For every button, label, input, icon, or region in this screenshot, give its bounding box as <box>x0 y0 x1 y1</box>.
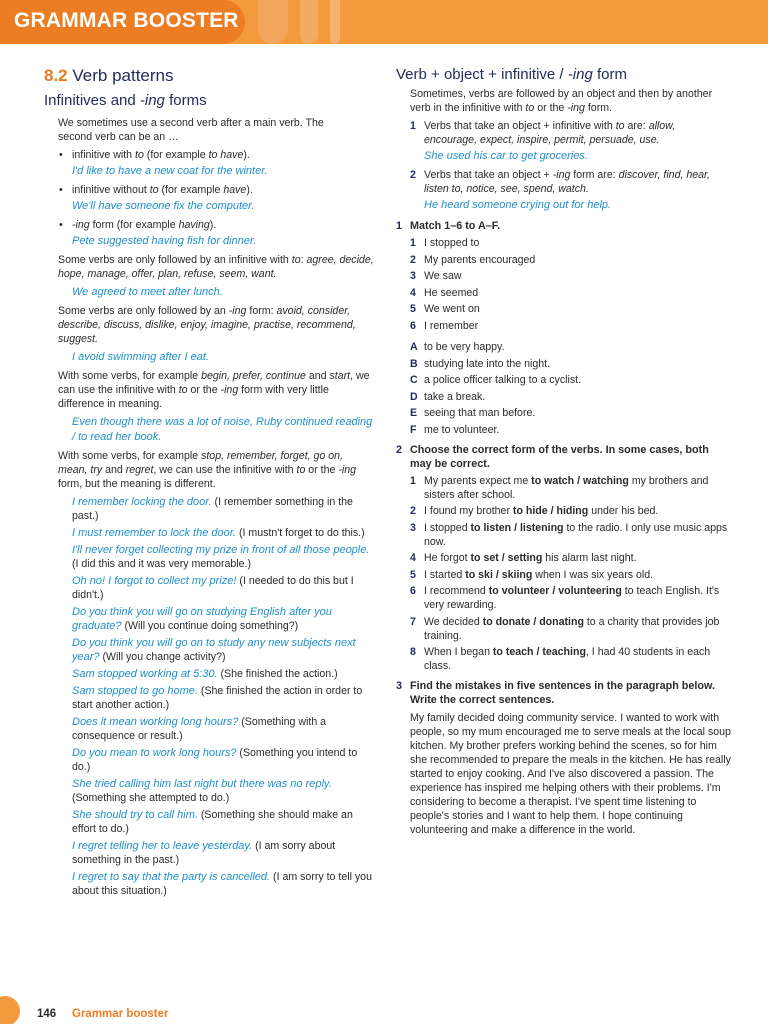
instruction-text: Match 1–6 to A–F. <box>410 220 501 232</box>
exercise-1-instruction <box>396 219 731 233</box>
text: -ing <box>220 384 239 396</box>
banner-decoration <box>258 0 288 44</box>
text: I started <box>424 568 466 581</box>
text: to <box>296 464 306 476</box>
text: when I was six years old. <box>532 568 654 581</box>
text: My parents expect me <box>424 474 532 487</box>
example-pair <box>72 636 374 664</box>
subheading <box>44 92 374 109</box>
text: and <box>305 370 330 382</box>
text: , we can use the infinitive with <box>153 464 297 476</box>
text: : <box>300 254 307 266</box>
paragraph <box>58 369 374 411</box>
text: form with very little difference in meaning. <box>58 384 329 410</box>
example-pair <box>72 543 374 571</box>
item-number: 7 <box>410 615 416 628</box>
item-number: 3 <box>410 521 416 534</box>
exercise-item <box>410 253 731 267</box>
example-sentence: We agreed to meet after lunch. <box>72 286 223 298</box>
text: , I had 40 students in each class. <box>424 646 711 672</box>
meaning-note: (I am sorry about something in the past.) <box>72 840 336 866</box>
text: to a charity that provides job training. <box>424 615 720 642</box>
text: form are: <box>570 169 619 181</box>
text: second verb can be an … <box>58 131 179 143</box>
match-option <box>410 340 731 354</box>
example-sentence: She should try to call him. <box>72 809 198 821</box>
heading-text: Verb + object + infinitive / <box>396 66 568 83</box>
verb-list: regret <box>125 464 154 476</box>
text: to teach English. It's very rewarding. <box>424 585 720 611</box>
item-text: We saw <box>424 270 462 282</box>
example-sentence: I regret telling her to leave yesterday. <box>72 840 253 852</box>
left-column <box>44 66 374 901</box>
choice-options: to listen / listening <box>470 521 564 534</box>
text: -ing <box>228 305 247 317</box>
example-sentence: She tried calling him last night but there was no reply. <box>72 778 332 790</box>
choice-options: to volunteer / volunteering <box>488 585 622 597</box>
instruction-text: Find the mistakes in five sentences in the paragraph below. Write the correct sentences. <box>410 680 715 706</box>
instruction-text: Choose the correct form of the verbs. In some cases, both may be correct. <box>410 443 709 470</box>
text: form (for example <box>89 219 179 231</box>
exercise-item <box>410 236 731 250</box>
option-text: seeing that man before. <box>424 407 536 419</box>
example-pair <box>72 870 374 898</box>
example-pair <box>72 746 374 774</box>
option-letter: D <box>410 390 418 403</box>
text: -ing <box>338 464 356 476</box>
example-sentence: I must remember to lock the door. <box>72 527 237 539</box>
example-sentence: I regret to say that the party is cancelled. <box>72 871 271 883</box>
text: Some verbs are only followed by an <box>58 305 229 317</box>
exercise-item <box>410 584 731 612</box>
subheading-text: Infinitives and <box>44 92 140 109</box>
example-pair <box>72 495 374 523</box>
example-sentence: Even though there was a lot of noise, Ruby continued reading / to read her book. <box>72 416 373 443</box>
meaning-note: (I mustn't forget to do this.) <box>236 527 365 539</box>
exercise-item <box>410 551 731 565</box>
intro-paragraph <box>58 116 374 144</box>
exercise-number: 2 <box>396 443 403 456</box>
footer-decoration <box>0 996 20 1024</box>
example-sentence: I'd like to have a new coat for the winter. <box>72 165 268 177</box>
exercise-item <box>410 286 731 300</box>
option-text: take a break. <box>424 390 486 403</box>
banner-decoration <box>330 0 340 44</box>
option-text: a police officer talking to a cyclist. <box>424 374 582 386</box>
option-letter: A <box>410 341 418 353</box>
text: , we can use the infinitive with <box>58 370 370 396</box>
choice-options: to ski / skiing <box>465 568 533 581</box>
exercise-item <box>410 645 731 673</box>
item-text: He seemed <box>424 286 479 299</box>
item-text: We went on <box>424 303 480 315</box>
heading-text: form <box>592 66 627 83</box>
text: -ing <box>567 102 585 114</box>
meaning-note: (I am sorry to tell you about this situation.) <box>72 871 372 897</box>
verb-list: avoid, consider, describe, discuss, dislike, enjoy, imagine, practise, recommend, suggest. <box>58 305 356 345</box>
text: ). <box>243 149 250 161</box>
example-sentence: Pete suggested having fish for dinner. <box>72 235 257 247</box>
example-sentence: I remember locking the door. <box>72 496 212 508</box>
meaning-note: (I needed to do this but I didn't.) <box>72 575 354 601</box>
meaning-note: (Will you change activity?) <box>99 651 226 663</box>
rule-item <box>410 119 731 147</box>
meaning-note: (She finished the action.) <box>217 668 338 680</box>
text: infinitive without <box>72 184 150 196</box>
text: or the <box>534 102 568 114</box>
option-text: studying late into the night. <box>424 357 551 370</box>
verb-list: discover, find, hear, listen to, notice, see, spend, watch. <box>424 169 710 195</box>
item-text: I remember <box>424 319 479 332</box>
example-sentence: Oh no! I forgot to collect my prize! <box>72 575 237 587</box>
text: Verbs that take an object + <box>424 169 553 181</box>
text: form. <box>584 102 612 114</box>
example-pair <box>72 777 374 805</box>
verb-list: begin, prefer, continue <box>201 370 306 382</box>
choice-options: to watch / watching <box>531 474 629 487</box>
footer-label: Grammar booster <box>72 1008 169 1020</box>
text: Verbs that take an object + infinitive with <box>424 120 616 132</box>
item-number: 5 <box>410 303 416 315</box>
match-option <box>410 357 731 371</box>
section-title: Verb patterns <box>72 66 174 85</box>
text: We decided <box>424 615 483 628</box>
text: ). <box>209 219 217 231</box>
verb-list: agree, decide, hope, manage, offer, plan, refuse, seem, want. <box>58 254 374 280</box>
text: With some verbs, for example <box>58 370 202 382</box>
intro-paragraph <box>410 87 731 115</box>
meaning-note: (Something you intend to do.) <box>72 747 358 773</box>
exercise-item <box>410 319 731 333</box>
example-pair <box>72 808 374 836</box>
example-sentence: Sam stopped to go home. <box>72 685 198 697</box>
text: -ing <box>552 169 571 181</box>
banner-decoration <box>300 0 318 44</box>
text: to <box>291 254 301 266</box>
item-number: 2 <box>410 169 416 181</box>
match-option <box>410 373 731 387</box>
exercise-item <box>410 269 731 283</box>
verb-list: start <box>329 370 351 382</box>
paragraph <box>58 449 374 491</box>
text: Some verbs are only followed by an infinitive with <box>58 254 292 266</box>
item-text: I stopped to <box>424 237 480 249</box>
subheading-text: forms <box>164 92 207 109</box>
bullet-item <box>72 148 374 162</box>
example-pair <box>72 684 374 712</box>
meaning-note: (I remember something in the past.) <box>72 496 353 522</box>
exercise-2-instruction <box>396 443 731 471</box>
item-number: 3 <box>410 270 416 282</box>
choice-options: to set / setting <box>470 552 543 564</box>
text: to have <box>208 149 244 161</box>
subheading-ing: -ing <box>139 92 165 109</box>
example-pair <box>72 526 374 540</box>
text: (for example <box>143 149 209 161</box>
heading-ing: -ing <box>567 66 593 83</box>
meaning-note: (She finished the action in order to start another action.) <box>72 685 363 711</box>
text: to <box>149 184 159 196</box>
example-sentence: Do you mean to work long hours? <box>72 747 237 759</box>
example-sentence: We'll have someone fix the computer. <box>72 200 255 212</box>
item-number: 4 <box>410 286 416 299</box>
text: -ing <box>72 219 90 231</box>
example-sentence: She used his car to get groceries. <box>424 150 588 162</box>
text: (for example <box>158 184 224 196</box>
exercise-item <box>410 615 731 643</box>
item-number: 8 <box>410 646 416 658</box>
text: to <box>178 384 188 396</box>
item-text: My parents encouraged <box>424 253 536 266</box>
text: He forgot <box>424 552 471 564</box>
text: or the <box>305 464 339 476</box>
item-number: 2 <box>410 505 416 517</box>
choice-options: to donate / donating <box>482 615 584 628</box>
verb-list: stop, remember, forget, go on, mean, try <box>58 450 343 476</box>
exercise-number: 3 <box>396 680 403 692</box>
match-option <box>410 390 731 404</box>
text: or the <box>187 384 221 396</box>
item-number: 2 <box>410 253 416 266</box>
text: We sometimes use a second verb after a main verb. The <box>58 117 324 129</box>
option-letter: F <box>410 423 417 436</box>
example-sentence: Do you think you will go on to study any new subjects next year? <box>72 637 356 663</box>
meaning-note: (Will you continue doing something?) <box>121 620 299 632</box>
text: With some verbs, for example <box>58 450 202 462</box>
bullet-item <box>72 218 374 232</box>
choice-options: to hide / hiding <box>512 505 589 517</box>
paragraph <box>58 253 374 281</box>
example-sentence: He heard someone crying out for help. <box>424 199 612 211</box>
meaning-note: (Something with a consequence or result.) <box>72 716 327 742</box>
text: having <box>178 219 210 231</box>
example-sentence: I avoid swimming after I eat. <box>72 351 209 363</box>
exercise-number: 1 <box>396 220 403 232</box>
example-sentence: Do you think you will go on studying English after you graduate? <box>72 606 332 632</box>
match-option <box>410 423 731 437</box>
bullet-item <box>72 183 374 197</box>
section-number: 8.2 <box>44 66 68 85</box>
example-pair <box>72 839 374 867</box>
right-column <box>396 66 731 837</box>
example-pair <box>72 605 374 633</box>
option-text: me to volunteer. <box>424 423 500 436</box>
choice-options: to teach / teaching <box>492 646 586 658</box>
text: form: <box>246 305 277 317</box>
exercise-item <box>410 474 731 502</box>
example-pair <box>72 574 374 602</box>
item-number: 1 <box>410 120 416 132</box>
text: to <box>135 149 144 161</box>
text: are: <box>624 120 649 132</box>
text: to the radio. I only use music apps now. <box>424 521 728 548</box>
page-number: 146 <box>37 1008 57 1020</box>
text: have <box>223 184 247 196</box>
text: under his bed. <box>588 505 659 517</box>
right-heading <box>396 66 731 83</box>
option-text: to be very happy. <box>424 341 505 353</box>
banner-tab <box>0 0 245 44</box>
match-option <box>410 406 731 420</box>
meaning-note: (Something she attempted to do.) <box>72 792 230 804</box>
option-letter: E <box>410 407 418 419</box>
example-sentence: Sam stopped working at 5:30. <box>72 668 218 680</box>
text: Sometimes, verbs are followed by an object and then by another verb in the infinitive with <box>410 88 713 114</box>
verb-list: allow, encourage, expect, inspire, permit, persuade, use. <box>424 120 676 146</box>
exercise-item <box>410 504 731 518</box>
text: form, but the meaning is different. <box>58 478 216 490</box>
banner-title: GRAMMAR BOOSTER <box>14 9 239 32</box>
example-pair <box>72 715 374 743</box>
exercise-3-instruction <box>396 679 731 707</box>
exercise-item <box>410 521 731 549</box>
item-number: 4 <box>410 552 416 564</box>
item-number: 6 <box>410 585 416 597</box>
text: infinitive with <box>72 149 135 161</box>
option-letter: C <box>410 374 418 386</box>
item-number: 6 <box>410 319 416 332</box>
section-heading <box>44 66 374 86</box>
text: I stopped <box>424 521 471 534</box>
text: to <box>615 120 625 132</box>
item-number: 5 <box>410 568 416 581</box>
header-banner <box>0 0 768 44</box>
exercise-paragraph: My family decided doing community service. I wanted to work with people, so my mum encouraged me to serve meals at the local soup kitchen. My brother prefers working behind the scenes, so for him she recommended to prepare the meals in the kitchen. He has really started to enjoy cooking. And I've also discovered a passion. The experience has inspired me helping others with their problems. I'm considering to become a therapist. I've spent time listening to people's stories and I want to help them. I hope continuing volunteering and make a difference in the world. <box>410 712 731 836</box>
meaning-note: (I did this and it was very memorable.) <box>72 558 251 570</box>
exercise-item <box>410 568 731 582</box>
text: to <box>525 102 535 114</box>
meaning-note: (Something she should make an effort to do.) <box>72 809 353 835</box>
paragraph <box>58 304 374 346</box>
example-sentence: I'll never forget collecting my prize in front of all those people. <box>72 544 370 556</box>
text: When I began <box>424 646 493 658</box>
example-pair <box>72 667 374 681</box>
text: I recommend <box>424 585 489 597</box>
text: I found my brother <box>424 505 513 517</box>
text: and <box>102 464 126 476</box>
rule-item <box>410 168 731 196</box>
item-number: 1 <box>410 474 416 487</box>
text: ). <box>246 184 253 196</box>
text: his alarm last night. <box>542 552 637 564</box>
example-sentence: Does it mean working long hours? <box>72 716 239 728</box>
exercise-item <box>410 302 731 316</box>
option-letter: B <box>410 357 418 370</box>
text: my brothers and sisters after school. <box>424 474 709 501</box>
item-number: 1 <box>410 237 416 249</box>
